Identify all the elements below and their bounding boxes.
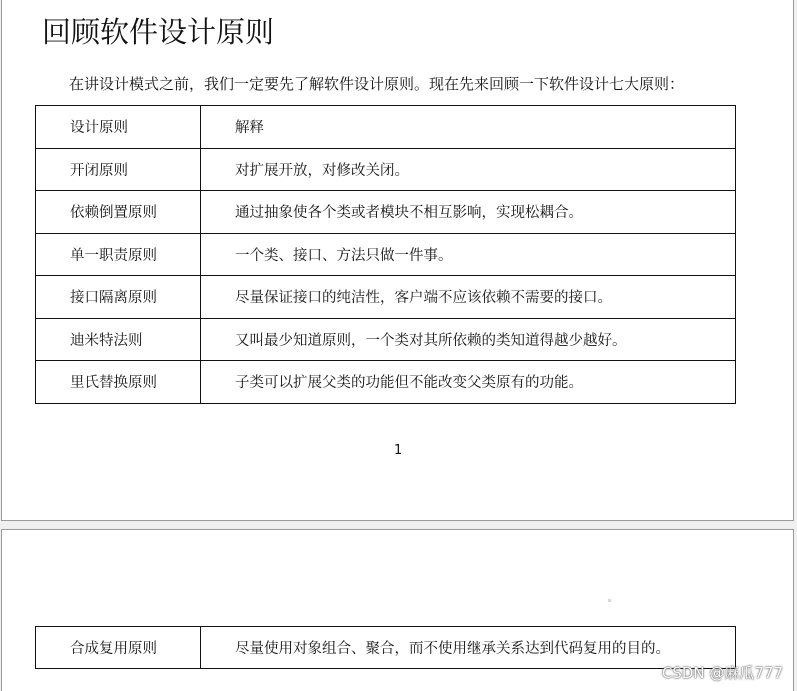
table-row xyxy=(36,627,736,669)
table-row xyxy=(36,361,736,404)
principle-desc-cell: 对扩展开放，对修改关闭。 xyxy=(201,148,736,191)
page-number: 1 xyxy=(394,443,403,458)
stray-dot xyxy=(608,599,611,602)
table-row xyxy=(36,148,736,191)
principle-name-cell: 合成复用原则 xyxy=(36,627,201,669)
principle-desc-cell: 通过抽象使各个类或者模块不相互影响，实现松耦合。 xyxy=(201,191,736,234)
table-row xyxy=(36,318,736,361)
principle-desc-cell: 尽量保证接口的纯洁性，客户端不应该依赖不需要的接口。 xyxy=(201,276,736,319)
table-row xyxy=(36,191,736,234)
header-cell-principle: 设计原则 xyxy=(36,106,201,149)
principle-desc-cell: 一个类、接口、方法只做一件事。 xyxy=(201,233,736,276)
header-cell-explanation: 解释 xyxy=(201,106,736,149)
principle-desc-cell: 尽量使用对象组合、聚合，而不使用继承关系达到代码复用的目的。 xyxy=(201,627,736,669)
intro-paragraph: 在讲设计模式之前，我们一定要先了解软件设计原则。现在先来回顾一下软件设计七大原则： xyxy=(69,75,685,93)
principle-desc-cell: 又叫最少知道原则，一个类对其所依赖的类知道得越少越好。 xyxy=(201,318,736,361)
document-page-1 xyxy=(1,0,794,521)
principle-name-cell: 单一职责原则 xyxy=(36,233,201,276)
watermark-text: CSDN @麻瓜777 xyxy=(661,664,783,682)
principle-name-cell: 依赖倒置原则 xyxy=(36,191,201,234)
table-row xyxy=(36,276,736,319)
table-header-row xyxy=(36,106,736,149)
principle-name-cell: 里氏替换原则 xyxy=(36,361,201,404)
table-row xyxy=(36,233,736,276)
document-title: 回顾软件设计原则 xyxy=(42,15,275,49)
principle-desc-cell: 子类可以扩展父类的功能但不能改变父类原有的功能。 xyxy=(201,361,736,404)
principle-name-cell: 开闭原则 xyxy=(36,148,201,191)
principle-name-cell: 迪米特法则 xyxy=(36,318,201,361)
principle-name-cell: 接口隔离原则 xyxy=(36,276,201,319)
principles-table-continued xyxy=(35,626,736,669)
principles-table xyxy=(35,105,736,404)
